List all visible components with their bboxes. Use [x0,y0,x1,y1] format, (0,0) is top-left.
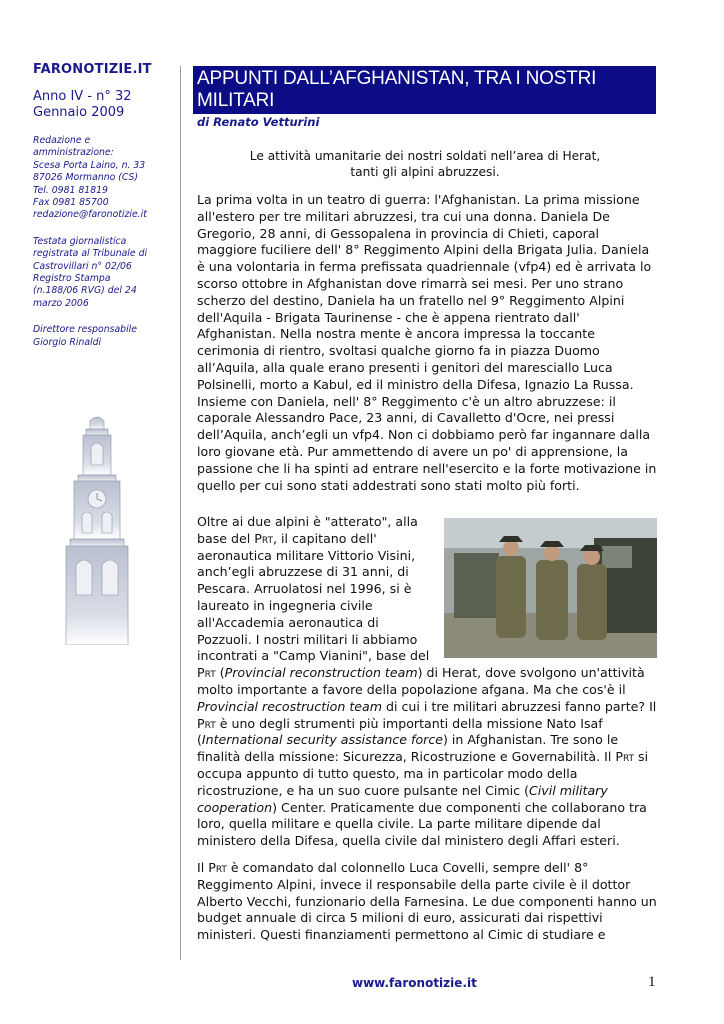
text-run: ( [215,665,225,681]
registration-line: Registro Stampa [33,273,111,285]
subtitle-line: tanti gli alpini abruzzesi. [350,165,500,180]
text-run: ) di Herat, dove svolgono un'attività molto importante a favore della popolazione afgana. Ma che cos'è il [197,665,645,697]
footer-url[interactable]: www.faronotizie.it [352,976,477,990]
text-run: ) in Afghanistan. Tre sono le finalità della missione: Sicurezza, Ricostruzione e Governabilità. Il [197,732,619,765]
registration-line: marzo 2006 [33,297,89,309]
director-info [33,324,165,349]
email-line[interactable]: redazione@faronotizie.it [33,209,147,221]
title-banner [193,66,656,114]
address-line: 87026 Mormanno (CS) [33,172,139,184]
address-line: amministrazione: [33,147,114,159]
subtitle-line: Le attività umanitarie dei nostri soldati nell’area di Herat, [249,149,601,163]
italic-term: Civil military cooperation [197,782,608,815]
text-run: si occupa appunto di tutto questo, ma in particolar modo della ricostruzione, e ha un suo cuore pulsante nel Cimic ( [197,749,649,798]
page-number: 1 [648,974,656,990]
issue-info [33,89,165,121]
director-label: Direttore responsabile [33,324,137,336]
issue-number: Anno IV - n° 32 [33,89,132,104]
title-line: APPUNTI DALL’AFGHANISTAN, TRA I NOSTRI [197,68,597,89]
paragraph-2 [197,514,657,850]
registration-info [33,236,165,310]
acronym-prt: Prt [197,665,216,681]
text-run: Oltre ai due alpini è "atterato", alla base del [197,514,418,546]
address-line: Redazione e [33,135,91,146]
article-title [193,66,656,112]
soldiers-photo [444,518,657,658]
fax-line: Fax 0981 85700 [33,197,109,209]
paragraph-1: La prima volta in un teatro di guerra: l'Afghanistan. La prima missione all'estero per tre militari abruzzesi, tra cui una donna. Daniela De Gregorio, 28 anni, di Gessopalena in provincia di Chieti, caporal maggiore fuciliere dell' 8° Reggimento Alpini della Brigata Julia. Daniela è una volontaria in ferma prefissata quadriennale (vfp4) ed è arrivata lo scorso ottobre in Afghanistan dove rimarrà sei mesi. Per uno strano scherzo del destino, Daniela ha un fratello nel 9° Reggimento Alpini dell'Aquila - Brigata Taurinense - che è appena rientrato dall' Afghanistan. Nella nostra mente è ancora impressa la toccante cerimonia di rientro, svoltasi qualche giorno fa in piazza Duomo all’Aquila, alla quale erano presenti i genitori del maresciallo Luca Polsinelli, morto a Kabul, ed il ministro della Difesa, Ignazio La Russa. Insieme con Daniela, nell' 8° Reggimento c'è un altro abruzzese: il caporale Alessandro Pace, 23 anni, di Cavalletto d'Ocre, nei pressi dell’Aquila, anch’egli un vfp4. Non ci dobbiamo però far ingannare dalla loro giovane età. Pur ammettendo di avere un po' di apprensione, la passione che li ha spinti ad entrare nell'esercito e la forte motivazione in quello per cui sono stati addestrati sono stati molto più forti. [197,192,657,493]
registration-line: (n.188/06 RVG) del 24 [33,285,137,297]
masthead-sidebar [33,62,165,349]
brand-name: FARONOTIZIE.IT [33,62,152,77]
acronym-prt: Prt [254,530,273,546]
registration-line: registrata al Tribunale di [33,248,148,260]
text-run: è comandato dal colonnello Luca Covelli, sempre dell' 8° Reggimento Alpini, invece il responsabile della parte civile è il dottor Alberto Vecchi, funzionario della Farnesina. Le due componenti hanno un budget annuale di circa 5 milioni di euro, assicurati dai rispettivi ministeri. Questi finanziamenti permettono al Cimic di studiare e [197,860,657,943]
byline: di Renato Vetturini [197,115,320,129]
italic-term: Provincial reconstruction team [224,665,418,681]
registration-line: Testata giornalistica [33,235,127,247]
text-run: Il [197,860,209,875]
text-run: di cui i tre militari abruzzesi fanno parte? Il [382,698,657,714]
text-run: è uno degli strumenti più importanti della missione Nato Isaf ( [197,715,603,748]
phone-line: Tel. 0981 81819 [33,184,108,196]
acronym-prt: Prt [208,860,227,875]
paragraph-3 [197,860,657,944]
acronym-prt: Prt [197,715,216,731]
text-run: ) Center. Praticamente due componenti che collaborano tra loro, quella militare e quella civile. La parte militare dipende dal ministero della Difesa, quella civile dal ministero degli Affari esteri. [197,799,647,849]
bell-tower-illustration [52,415,142,645]
text-run: , il capitano dell' aeronautica militare Vittorio Visini, anch’egli abruzzese di 31 anni, di Pescara. Arruolatosi nel 1996, si è laureato in ingegneria civile all'Accademia aeronautica di Pozzuoli. I nostri militari li abbiamo incontrati a "Camp Vianini", base del [197,530,430,664]
director-name: Giorgio Rinaldi [33,336,102,348]
title-line: MILITARI [197,90,275,111]
italic-term: Provincial recostruction team [197,698,382,714]
italic-term: International security assistance force [201,732,444,748]
acronym-prt: Prt [615,749,635,765]
editorial-address [33,135,165,222]
address-line: Scesa Porta Laino, n. 33 [33,159,146,171]
issue-date: Gennaio 2009 [33,105,125,120]
article-subtitle [197,148,653,181]
registration-line: Castrovillari n° 02/06 [33,260,132,272]
column-divider [180,66,181,960]
